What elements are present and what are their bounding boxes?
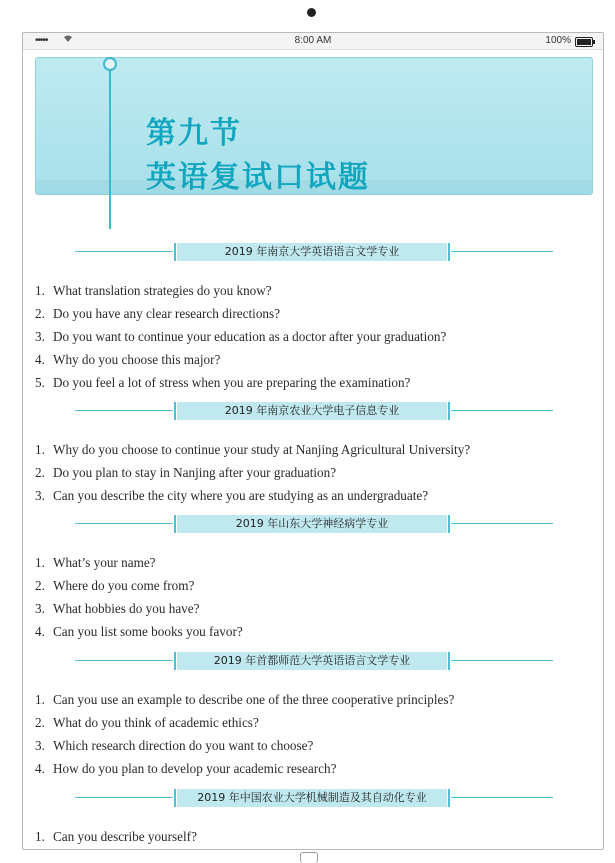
section-header — [23, 511, 603, 537]
camera-dot — [307, 8, 316, 17]
question-number: 1. — [35, 555, 45, 570]
question-item — [23, 597, 603, 620]
question-item — [23, 711, 603, 734]
section-title: 2019 年南京大学英语语言文学专业 — [177, 243, 447, 261]
battery-icon — [575, 37, 593, 47]
banner-decor-circle — [103, 57, 117, 71]
question-item — [23, 438, 603, 461]
question-text: Why do you choose this major? — [53, 352, 221, 367]
question-text: Do you want to continue your education as a doctor after your graduation? — [53, 329, 447, 344]
question-item — [23, 825, 603, 848]
header-rule-left — [75, 797, 173, 798]
chapter-number: 第九节 — [146, 116, 242, 151]
section-title: 2019 年首都师范大学英语语言文学专业 — [177, 652, 447, 670]
chapter-heading: 英语复试口试题 — [146, 160, 370, 195]
question-text: Which research direction do you want to choose? — [53, 738, 314, 753]
question-text: Where do you come from? — [53, 578, 195, 593]
header-rule-left — [75, 410, 173, 411]
question-number: 2. — [35, 578, 45, 593]
status-time: 8:00 AM — [294, 35, 332, 46]
signal-icon: ••••• — [35, 35, 48, 46]
question-number: 4. — [35, 761, 45, 776]
question-text: Do you feel a lot of stress when you are preparing the examination? — [53, 375, 411, 390]
question-text: How do you plan to develop your academic research? — [53, 761, 337, 776]
question-text: What hobbies do you have? — [53, 601, 200, 616]
question-item — [23, 620, 603, 643]
header-rule-right — [451, 523, 553, 524]
section-header — [23, 785, 603, 811]
header-rule-right — [451, 660, 553, 661]
question-number: 2. — [35, 306, 45, 321]
header-tick-left — [174, 652, 176, 670]
question-text: What translation strategies do you know? — [53, 283, 272, 298]
question-item — [23, 348, 603, 371]
header-tick-left — [174, 789, 176, 807]
question-number: 1. — [35, 692, 45, 707]
header-tick-left — [174, 402, 176, 420]
header-rule-right — [451, 410, 553, 411]
question-item — [23, 551, 603, 574]
section-title: 2019 年南京农业大学电子信息专业 — [177, 402, 447, 420]
question-text: Do you plan to stay in Nanjing after your graduation? — [53, 465, 337, 480]
section-header — [23, 398, 603, 424]
question-number: 4. — [35, 624, 45, 639]
question-list — [23, 688, 603, 780]
header-tick-left — [174, 243, 176, 261]
question-text: What’s your name? — [53, 555, 156, 570]
question-item — [23, 279, 603, 302]
section-nju-english — [23, 239, 603, 394]
question-item — [23, 371, 603, 394]
question-text: Do you have any clear research directions? — [53, 306, 281, 321]
question-text: Can you use an example to describe one of the three cooperative principles? — [53, 692, 455, 707]
question-number: 1. — [35, 829, 45, 844]
header-tick-right — [448, 515, 450, 533]
banner-decor-line — [109, 63, 111, 229]
section-cau-mechanical — [23, 785, 603, 848]
header-rule-right — [451, 251, 553, 252]
question-item — [23, 461, 603, 484]
question-list — [23, 551, 603, 643]
question-item — [23, 688, 603, 711]
header-tick-right — [448, 789, 450, 807]
question-list — [23, 825, 603, 848]
question-item — [23, 484, 603, 507]
question-item — [23, 757, 603, 780]
question-number: 3. — [35, 329, 45, 344]
chapter-banner — [35, 57, 593, 195]
section-header — [23, 648, 603, 674]
chapter-title — [146, 112, 370, 200]
document-page[interactable] — [22, 32, 604, 850]
question-number: 3. — [35, 488, 45, 503]
question-number: 5. — [35, 375, 45, 390]
question-text: What do you think of academic ethics? — [53, 715, 259, 730]
header-rule-left — [75, 660, 173, 661]
header-rule-left — [75, 251, 173, 252]
question-item — [23, 734, 603, 757]
question-text: Can you describe the city where you are studying as an undergraduate? — [53, 488, 429, 503]
question-text: Why do you choose to continue your study at Nanjing Agricultural University? — [53, 442, 471, 457]
question-text: Can you describe yourself? — [53, 829, 197, 844]
section-sdu-neurology — [23, 511, 603, 643]
question-list — [23, 438, 603, 507]
header-tick-right — [448, 652, 450, 670]
section-njau-electronics — [23, 398, 603, 507]
header-rule-left — [75, 523, 173, 524]
section-title: 2019 年山东大学神经病学专业 — [177, 515, 447, 533]
header-tick-right — [448, 243, 450, 261]
question-item — [23, 574, 603, 597]
battery-percent: 100% — [545, 35, 571, 46]
question-list — [23, 279, 603, 394]
question-number: 4. — [35, 352, 45, 367]
question-number: 2. — [35, 465, 45, 480]
question-number: 2. — [35, 715, 45, 730]
question-number: 1. — [35, 283, 45, 298]
header-rule-right — [451, 797, 553, 798]
status-bar — [23, 33, 603, 50]
section-cnu-english — [23, 648, 603, 780]
section-title: 2019 年中国农业大学机械制造及其自动化专业 — [177, 789, 447, 807]
question-item — [23, 325, 603, 348]
question-number: 3. — [35, 738, 45, 753]
header-tick-right — [448, 402, 450, 420]
header-tick-left — [174, 515, 176, 533]
question-text: Can you list some books you favor? — [53, 624, 243, 639]
question-number: 3. — [35, 601, 45, 616]
question-number: 1. — [35, 442, 45, 457]
home-indicator — [300, 852, 318, 863]
section-header — [23, 239, 603, 265]
question-item — [23, 302, 603, 325]
